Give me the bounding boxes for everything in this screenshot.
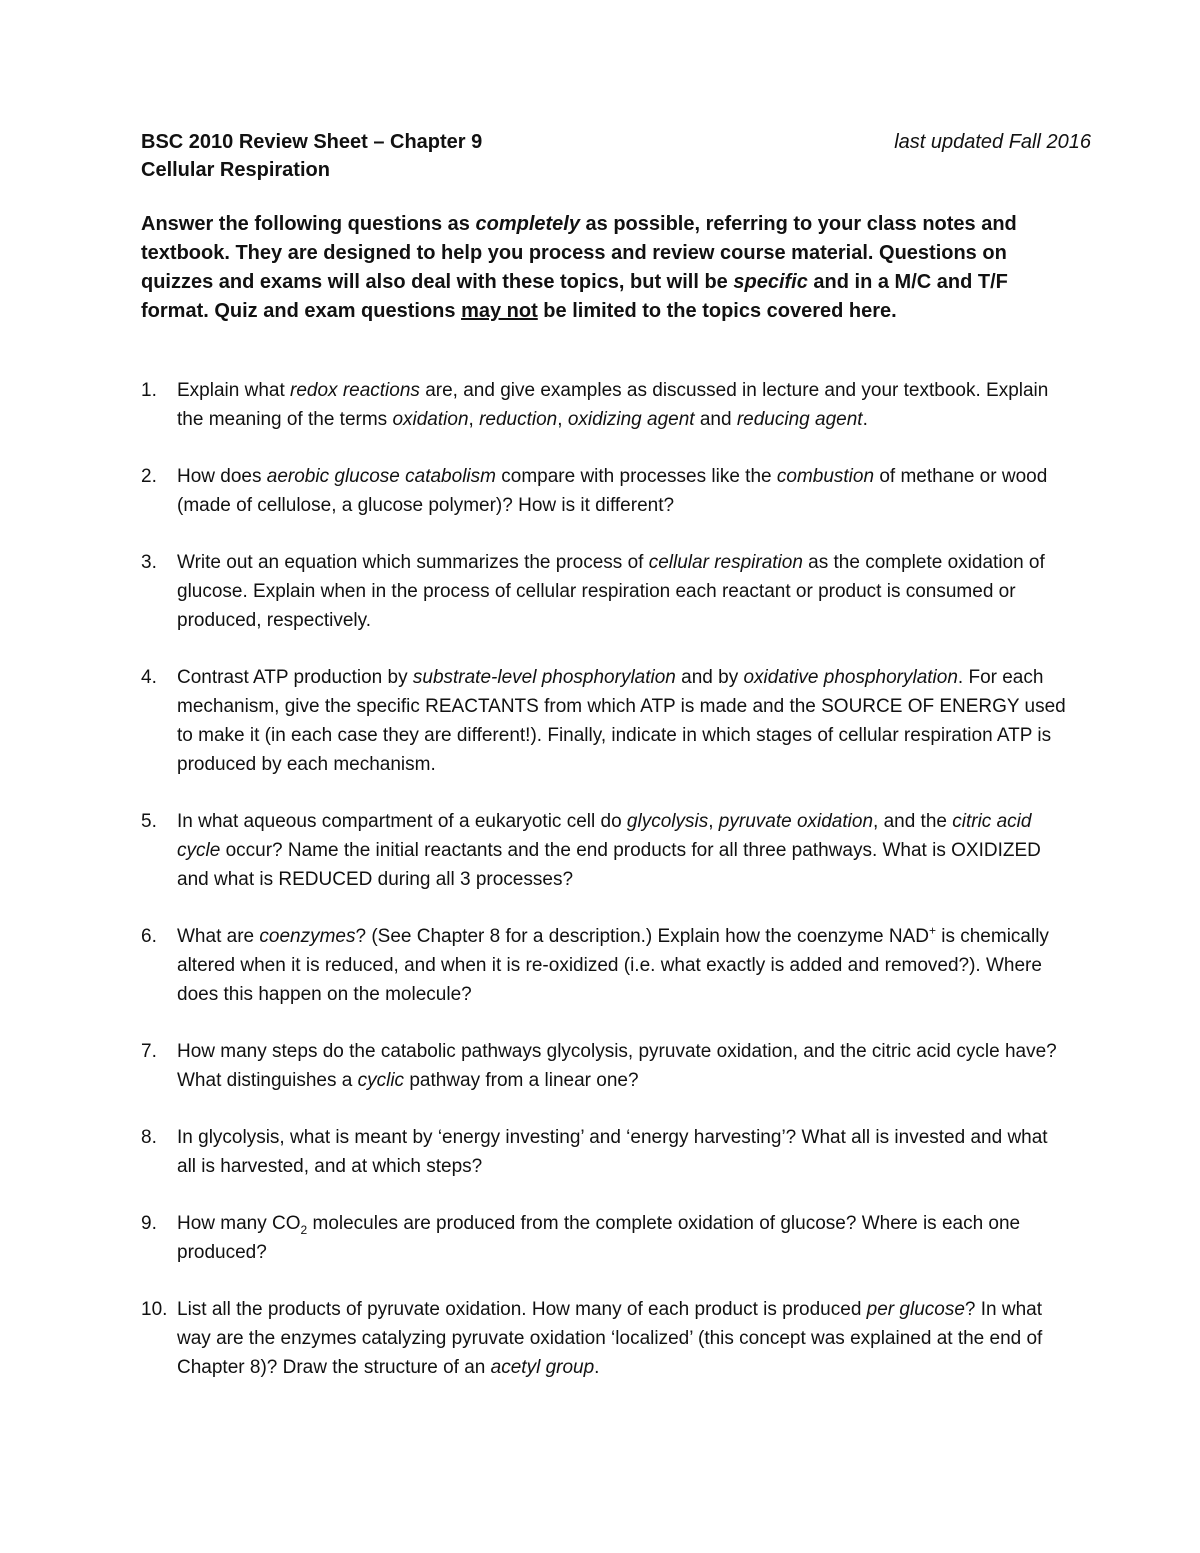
question-number: 10.: [141, 1299, 168, 1320]
intro-emphasis-specific: specific: [733, 271, 808, 293]
question-term: per glucose: [866, 1299, 965, 1320]
question-text: How many steps do the catabolic pathways glycolysis, pyruvate oxidation, and the citric acid cycle have? What distinguishes a: [177, 1041, 1057, 1091]
question-text: ,: [468, 409, 480, 430]
superscript-plus: +: [928, 923, 936, 938]
question-text: . For each mechanism, give the specific REACTANTS from which ATP is made and the SOURCE OF ENERGY used to make it (in each case they are different!). Finally, indicate in which stages of cellular respiration ATP is produced by each mechanism.: [177, 667, 1066, 775]
question-text: pathway from a linear one?: [404, 1070, 639, 1091]
question-text: ,: [708, 811, 719, 832]
question-6: [141, 922, 1067, 1009]
question-text: Contrast ATP production by: [177, 667, 413, 688]
question-number: 7.: [141, 1041, 157, 1062]
intro-text-2: as possible, referring to your class notes and textbook. They are designed to help you process and review course material. Questions on quizzes and exams will also deal with these topics, but will be: [141, 213, 1017, 293]
question-text: and: [694, 409, 737, 430]
question-text: as the complete oxidation of glucose. Explain when in the process of cellular respiration each reactant or product is consumed or produced, respectively.: [177, 552, 1045, 631]
question-text: , and the: [873, 811, 953, 832]
last-updated-note: last updated Fall 2016: [894, 131, 1091, 153]
question-text: How does: [177, 466, 267, 487]
question-term: aerobic glucose catabolism: [266, 466, 496, 487]
question-text: of methane or wood (made of cellulose, a glucose polymer)? How is it different?: [177, 466, 1048, 516]
question-term: oxidation: [392, 409, 469, 430]
question-text: are, and give examples as discussed in lecture and your textbook. Explain the meaning of the terms: [177, 380, 1049, 430]
question-text: and by: [675, 667, 744, 688]
question-term: cyclic: [357, 1070, 405, 1091]
intro-text-3: and in a M/C and T/F format. Quiz and exam questions: [141, 271, 1008, 322]
question-number: 1.: [141, 380, 157, 401]
question-number: 4.: [141, 667, 157, 688]
question-text: List all the products of pyruvate oxidation. How many of each product is produced: [177, 1299, 867, 1320]
question-term: pyruvate oxidation: [718, 811, 874, 832]
question-term: acetyl group: [490, 1357, 595, 1378]
question-text: In glycolysis, what is meant by ‘energy investing’ and ‘energy harvesting’? What all is invested and what all is harvested, and at which steps?: [177, 1127, 1048, 1177]
document-page: [141, 128, 1101, 1410]
question-term: glycolysis: [626, 811, 709, 832]
question-term: redox reactions: [290, 380, 420, 401]
question-number: 8.: [141, 1127, 157, 1148]
question-10: [141, 1295, 1067, 1382]
question-term: coenzymes: [259, 926, 356, 947]
question-list: [141, 376, 1101, 1382]
question-text: How many CO: [177, 1213, 301, 1234]
question-8: [141, 1123, 1067, 1181]
subscript-2: 2: [300, 1222, 308, 1237]
question-number: 9.: [141, 1213, 157, 1234]
question-term: combustion: [776, 466, 875, 487]
question-9: [141, 1209, 1067, 1267]
question-term: cellular respiration: [648, 552, 803, 573]
intro-emphasis-completely: completely: [475, 213, 580, 235]
instructions-paragraph: [141, 210, 1041, 326]
document-subtitle: Cellular Respiration: [141, 159, 330, 181]
question-number: 3.: [141, 552, 157, 573]
question-text: In what aqueous compartment of a eukaryotic cell do: [177, 811, 627, 832]
question-term: oxidative phosphorylation: [743, 667, 958, 688]
question-text: Explain what: [177, 380, 291, 401]
question-text: occur? Name the initial reactants and the end products for all three pathways. What is OXIDIZED and what is REDUCED during all 3 processes?: [177, 840, 1041, 890]
question-term: citric acid cycle: [177, 811, 1032, 861]
question-7: [141, 1037, 1067, 1095]
question-2: [141, 462, 1067, 520]
question-text: .: [594, 1357, 600, 1378]
intro-underline-may-not: may not: [461, 300, 538, 322]
question-term: reducing agent: [736, 409, 863, 430]
question-text: molecules are produced from the complete oxidation of glucose? Where is each one produced?: [177, 1213, 1021, 1263]
question-text: .: [862, 409, 868, 430]
question-text: ? (See Chapter 8 for a description.) Explain how the coenzyme NAD: [355, 926, 929, 947]
question-text: compare with processes like the: [495, 466, 777, 487]
question-text: What are: [177, 926, 260, 947]
question-number: 6.: [141, 926, 157, 947]
question-text: is chemically altered when it is reduced, and when it is re-oxidized (i.e. what exactly is added and removed?). Where does this happen on the molecule?: [177, 926, 1049, 1005]
question-number: 2.: [141, 466, 157, 487]
intro-text-1: Answer the following questions as: [141, 213, 476, 235]
question-text: Write out an equation which summarizes the process of: [177, 552, 649, 573]
document-header: [141, 128, 1101, 184]
question-4: [141, 663, 1067, 779]
question-1: [141, 376, 1067, 434]
question-5: [141, 807, 1067, 894]
question-3: [141, 548, 1067, 635]
question-term: reduction: [479, 409, 558, 430]
question-text: ? In what way are the enzymes catalyzing pyruvate oxidation ‘localized’ (this concept was explained at the end of Chapter 8)? Draw the structure of an: [177, 1299, 1043, 1378]
document-title: BSC 2010 Review Sheet – Chapter 9: [141, 131, 483, 153]
question-term: oxidizing agent: [567, 409, 695, 430]
question-text: ,: [557, 409, 568, 430]
intro-text-4: be limited to the topics covered here.: [537, 300, 897, 322]
question-number: 5.: [141, 811, 157, 832]
question-term: substrate-level phosphorylation: [412, 667, 676, 688]
